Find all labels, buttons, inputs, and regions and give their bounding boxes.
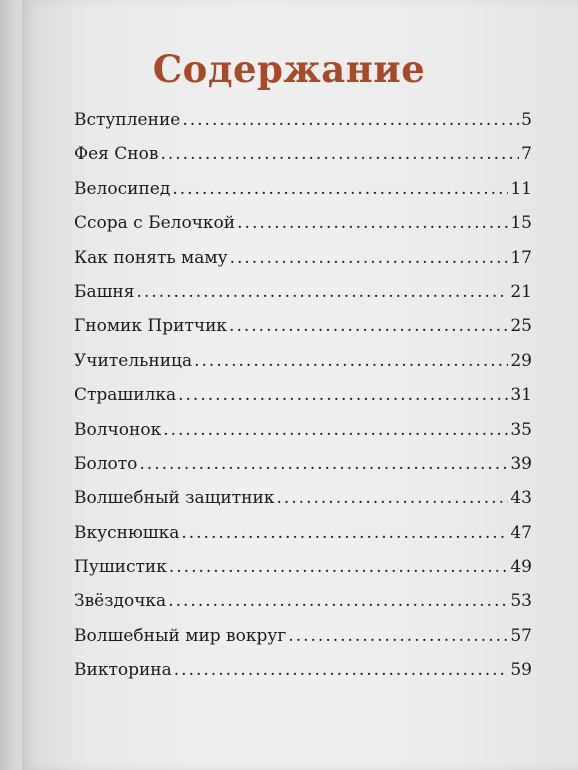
toc-entry-title: Гномик Притчик [74,316,228,337]
dot-leader [163,420,508,440]
dot-leader [229,316,508,336]
toc-entry-title: Страшилка [74,385,177,406]
dot-leader [168,591,508,611]
toc-entry-title: Викторина [74,660,172,681]
toc-entry-page-number: 35 [510,419,532,440]
toc-entry-title: Учительница [74,350,193,371]
toc-entry-title: Болото [74,453,138,474]
toc-entry-page-number: 43 [510,488,532,509]
toc-entry-page-number: 47 [510,522,532,543]
dot-leader [160,144,519,164]
toc-entry-title: Башня [74,281,135,302]
toc-entry [74,591,532,625]
dot-leader [288,626,508,646]
dot-leader [178,385,508,405]
toc-entry-title: Ссора с Белочкой [74,213,236,234]
toc-entry-title: Волчонок [74,419,162,440]
toc-entry-title: Волшебный мир вокруг [74,625,287,646]
toc-entry-title: Велосипед [74,178,171,199]
toc-entry-page-number: 5 [521,110,532,130]
toc-entry-page-number: 39 [510,453,532,474]
toc-entry [74,454,532,488]
dot-leader [181,523,508,543]
toc-entry [74,488,532,522]
toc-entry [74,626,532,660]
dot-leader [182,110,519,130]
toc-entry-page-number: 29 [510,350,532,371]
toc-entry-page-number: 53 [510,591,532,612]
toc-entry [74,282,532,316]
dot-leader [230,248,509,268]
toc-entry-page-number: 21 [510,281,532,302]
toc-entry [74,420,532,454]
dot-leader [174,660,509,680]
toc-entry [74,179,532,213]
toc-entry-title: Волшебный защитник [74,488,275,509]
dot-leader [237,213,508,233]
toc-entry [74,660,532,694]
toc-entry-page-number: 25 [510,316,532,337]
dot-leader [194,351,508,371]
toc-entry-title: Пушистик [74,557,167,578]
toc-entry-page-number: 57 [510,625,532,646]
dot-leader [139,454,508,474]
toc-entry-page-number: 59 [510,660,532,681]
toc-entry-page-number: 17 [510,247,532,268]
toc-entry-title: Вкуснюшка [74,522,180,543]
toc-entry-title: Как понять маму [74,247,228,268]
toc-entry-page-number: 49 [510,557,532,578]
dot-leader [137,282,509,302]
toc-entry-page-number: 11 [510,178,532,199]
toc-entry-page-number: 15 [510,213,532,234]
toc-entry [74,523,532,557]
toc-entry [74,144,532,178]
toc-entry [74,213,532,247]
page-title: Содержание [152,46,426,91]
toc-entry-page-number: 7 [521,144,532,165]
toc-entry-title: Фея Снов [74,144,159,165]
toc-entry [74,351,532,385]
toc-entry [74,557,532,591]
toc-entry [74,248,532,282]
book-binding-shadow [0,0,24,770]
table-of-contents [74,110,532,695]
toc-entry [74,385,532,419]
toc-entry-title: Вступление [74,110,181,130]
toc-entry-page-number: 31 [510,385,532,406]
toc-entry [74,316,532,350]
dot-leader [172,179,508,199]
dot-leader [169,557,509,577]
toc-entry [74,110,532,144]
toc-entry-title: Звёздочка [74,591,167,612]
dot-leader [276,488,508,508]
